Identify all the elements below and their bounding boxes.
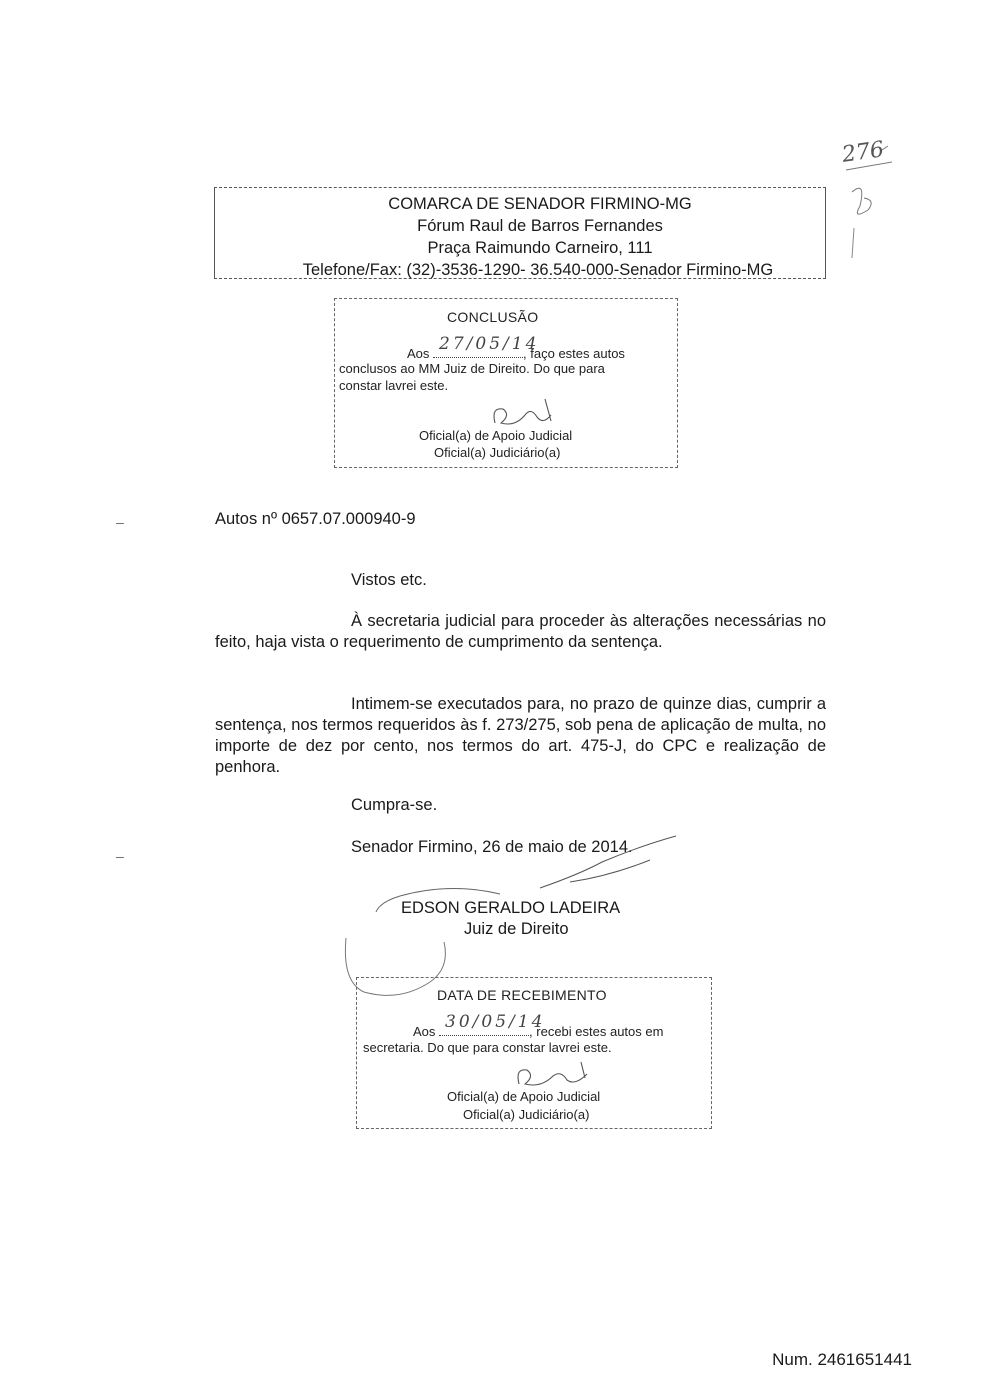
stamp-aos: Aos: [407, 346, 430, 361]
receipt-handwritten-date: 30/05/14: [445, 1012, 546, 1032]
paragraph-2: [215, 694, 826, 778]
court-address: Praça Raimundo Carneiro, 111: [427, 239, 653, 257]
paragraph-1-text: À secretaria judicial para proceder às alterações necessárias no feito, haja vista o requerimento de cumprimento da sentença.: [215, 612, 826, 651]
judge-title: Juiz de Direito: [464, 920, 569, 938]
receipt-role1: Oficial(a) de Apoio Judicial: [447, 1089, 601, 1104]
receipt-line1-tail: , recebi estes autos em: [529, 1024, 664, 1039]
folio-initials-scribble: [838, 140, 898, 270]
stamp-line1-tail: , faço estes autos: [523, 346, 625, 361]
stamp-line3: constar lavrei este.: [339, 378, 449, 393]
margin-mark: –: [116, 514, 124, 530]
stamp-role2: Oficial(a) Judiciário(a): [434, 445, 561, 460]
conclusion-stamp: [334, 298, 678, 468]
receipt-line1: [413, 1012, 664, 1041]
receipt-role2: Oficial(a) Judiciário(a): [463, 1107, 590, 1122]
stamp-role1: Oficial(a) de Apoio Judicial: [419, 428, 573, 443]
date-blank: [433, 334, 540, 358]
receipt-line2: secretaria. Do que para constar lavrei este.: [363, 1040, 612, 1055]
paragraph-2-text: Intimem-se executados para, no prazo de quinze dias, cumprir a sentença, nos termos requeridos às f. 273/275, sob pena de aplicação de multa, no importe de dez por cento, nos termos do art. 475-J, do CPC e realização de penhora.: [215, 695, 826, 776]
folio-number: 276: [840, 137, 886, 168]
judge-name: EDSON GERALDO LADEIRA: [401, 899, 621, 917]
greeting: Vistos etc.: [351, 571, 427, 589]
place-date: Senador Firmino, 26 de maio de 2014.: [351, 838, 633, 856]
stamp-line2: conclusos ao MM Juiz de Direito. Do que para: [339, 361, 605, 376]
receipt-date-blank: [439, 1012, 546, 1036]
court-contact: Telefone/Fax: (32)-3536-1290- 36.540-000-Senador Firmino-MG: [302, 261, 774, 279]
court-name: COMARCA DE SENADOR FIRMINO-MG: [388, 195, 692, 213]
closing: Cumpra-se.: [351, 796, 438, 814]
handwritten-date: 27/05/14: [439, 334, 540, 354]
case-number: Autos nº 0657.07.000940-9: [215, 510, 416, 528]
document-id: Num. 2461651441: [772, 1350, 912, 1369]
forum-name: Fórum Raul de Barros Fernandes: [417, 217, 663, 235]
receipt-stamp-title: DATA DE RECEBIMENTO: [437, 987, 607, 1003]
page-folio-mark: [838, 137, 898, 270]
margin-mark: –: [116, 848, 124, 864]
receipt-aos: Aos: [413, 1024, 436, 1039]
paragraph-1: [215, 611, 826, 653]
court-header: [214, 187, 826, 279]
receipt-stamp: [356, 977, 712, 1129]
stamp-title: CONCLUSÃO: [447, 309, 539, 325]
